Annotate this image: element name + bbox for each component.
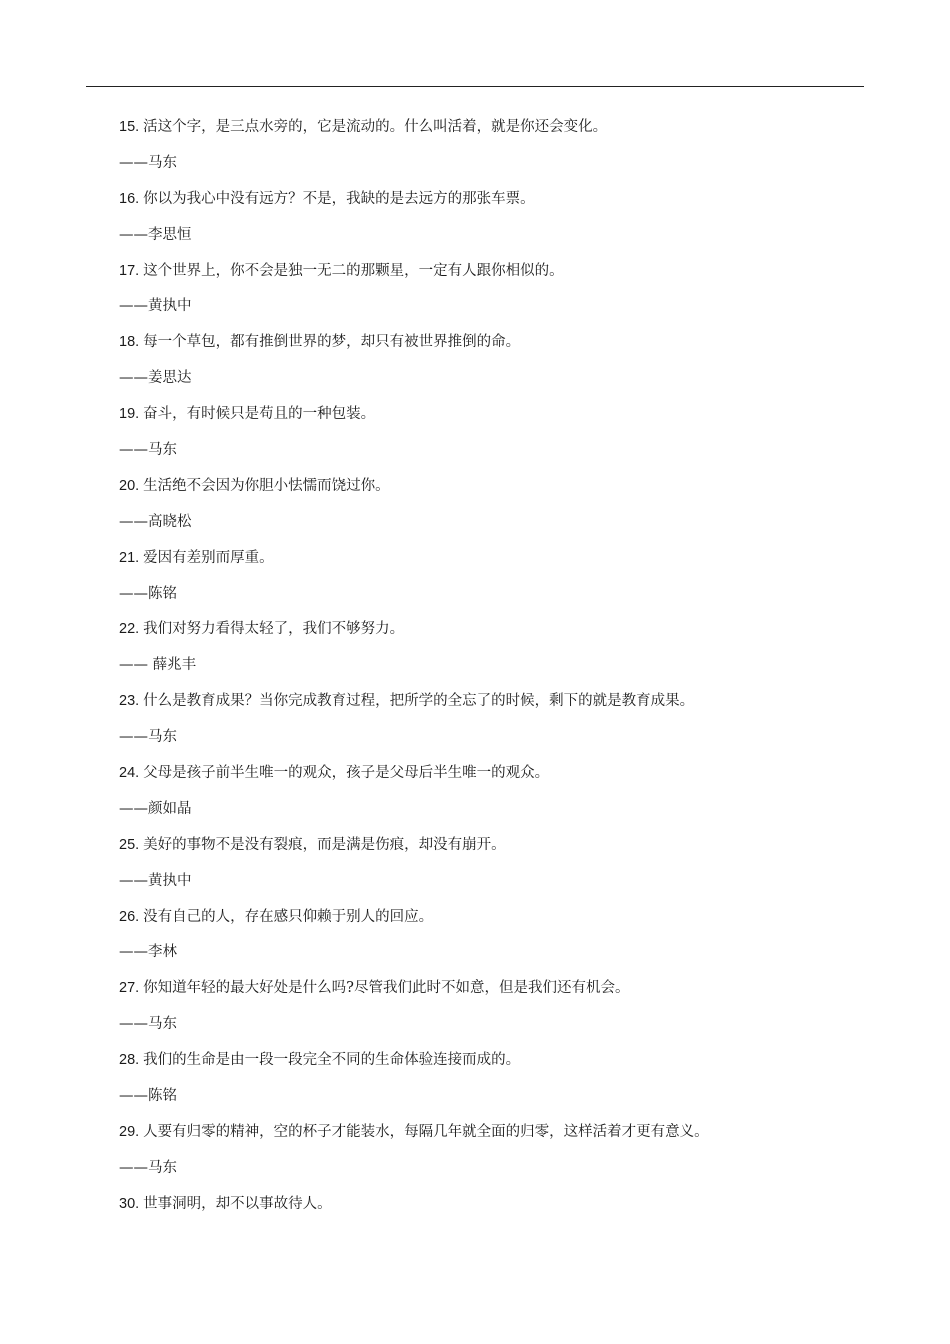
quote-author: ——颜如晶 xyxy=(119,800,192,817)
quote-author: ——陈铭 xyxy=(119,585,177,602)
quote-line xyxy=(119,902,864,938)
quote-number: 16. xyxy=(119,190,140,207)
quote-author: —— 薛兆丰 xyxy=(119,657,197,674)
quote-text: 生活绝不会因为你胆小怯懦而饶过你。 xyxy=(143,477,390,494)
quote-number: 17. xyxy=(119,262,140,279)
quote-line xyxy=(119,973,864,1009)
quote-line xyxy=(119,1189,864,1225)
quote-number: 30. xyxy=(119,1195,140,1212)
quote-author: ——陈铭 xyxy=(119,1088,177,1105)
quote-number: 18. xyxy=(119,334,140,351)
quote-author: ——马东 xyxy=(119,1159,177,1176)
quote-author: ——黄执中 xyxy=(119,298,192,315)
quote-number: 26. xyxy=(119,908,140,925)
quote-line xyxy=(119,399,864,435)
quote-number: 25. xyxy=(119,836,140,853)
quote-number: 22. xyxy=(119,621,140,638)
quote-text: 美好的事物不是没有裂痕，而是满是伤痕，却没有崩开。 xyxy=(143,836,506,853)
quote-line xyxy=(119,256,864,292)
quote-text: 人要有归零的精神，空的杯子才能装水，每隔几年就全面的归零，这样活着才更有意义。 xyxy=(143,1123,709,1140)
quote-author: ——马东 xyxy=(119,729,177,746)
quote-number: 21. xyxy=(119,549,140,566)
quote-number: 27. xyxy=(119,980,140,997)
quote-text: 你知道年轻的最大好处是什么吗?尽管我们此时不如意，但是我们还有机会。 xyxy=(143,980,630,997)
quote-text: 什么是教育成果？当你完成教育过程，把所学的全忘了的时候，剩下的就是教育成果。 xyxy=(143,693,695,710)
quote-author: ——姜思达 xyxy=(119,370,192,387)
quote-author: ——黄执中 xyxy=(119,872,192,889)
header-rule xyxy=(86,86,864,87)
quote-number: 20. xyxy=(119,477,140,494)
quote-text: 你以为我心中没有远方？不是，我缺的是去远方的那张车票。 xyxy=(143,190,535,207)
quote-author: ——李林 xyxy=(119,944,177,961)
quote-text: 我们对努力看得太轻了，我们不够努力。 xyxy=(143,621,405,638)
quote-number: 24. xyxy=(119,765,140,782)
quote-text: 奋斗，有时候只是苟且的一种包装。 xyxy=(143,406,376,423)
quote-line xyxy=(119,830,864,866)
quote-line xyxy=(119,112,864,148)
quote-line xyxy=(119,184,864,220)
quote-text: 我们的生命是由一段一段完全不同的生命体验连接而成的。 xyxy=(143,1052,521,1069)
quote-author: ——李思恒 xyxy=(119,226,192,243)
quote-text: 每一个草包，都有推倒世界的梦，却只有被世界推倒的命。 xyxy=(143,334,521,351)
quote-number: 19. xyxy=(119,406,140,423)
quote-line xyxy=(119,614,864,650)
quote-author: ——马东 xyxy=(119,442,177,459)
quote-number: 23. xyxy=(119,693,140,710)
quote-number: 29. xyxy=(119,1123,140,1140)
quote-line xyxy=(119,543,864,579)
quote-text: 爱因有差别而厚重。 xyxy=(143,549,274,566)
quote-line xyxy=(119,1045,864,1081)
quote-line xyxy=(119,471,864,507)
quote-text: 没有自己的人，存在感只仰赖于别人的回应。 xyxy=(143,908,434,925)
quote-author: ——高晓松 xyxy=(119,513,192,530)
quote-text: 世事洞明，却不以事故待人。 xyxy=(143,1195,332,1212)
quote-number: 15. xyxy=(119,119,140,135)
quote-line xyxy=(119,327,864,363)
quote-list xyxy=(119,112,864,1225)
quote-text: 活这个字，是三点水旁的，它是流动的。什么叫活着，就是你还会变化。 xyxy=(143,119,608,135)
quote-text: 父母是孩子前半生唯一的观众，孩子是父母后半生唯一的观众。 xyxy=(143,765,550,782)
quote-number: 28. xyxy=(119,1052,140,1069)
quote-author: ——马东 xyxy=(119,154,177,171)
quote-text: 这个世界上，你不会是独一无二的那颗星，一定有人跟你相似的。 xyxy=(143,262,564,279)
quote-line xyxy=(119,758,864,794)
quote-author: ——马东 xyxy=(119,1016,177,1033)
quote-line xyxy=(119,1117,864,1153)
quote-line xyxy=(119,686,864,722)
